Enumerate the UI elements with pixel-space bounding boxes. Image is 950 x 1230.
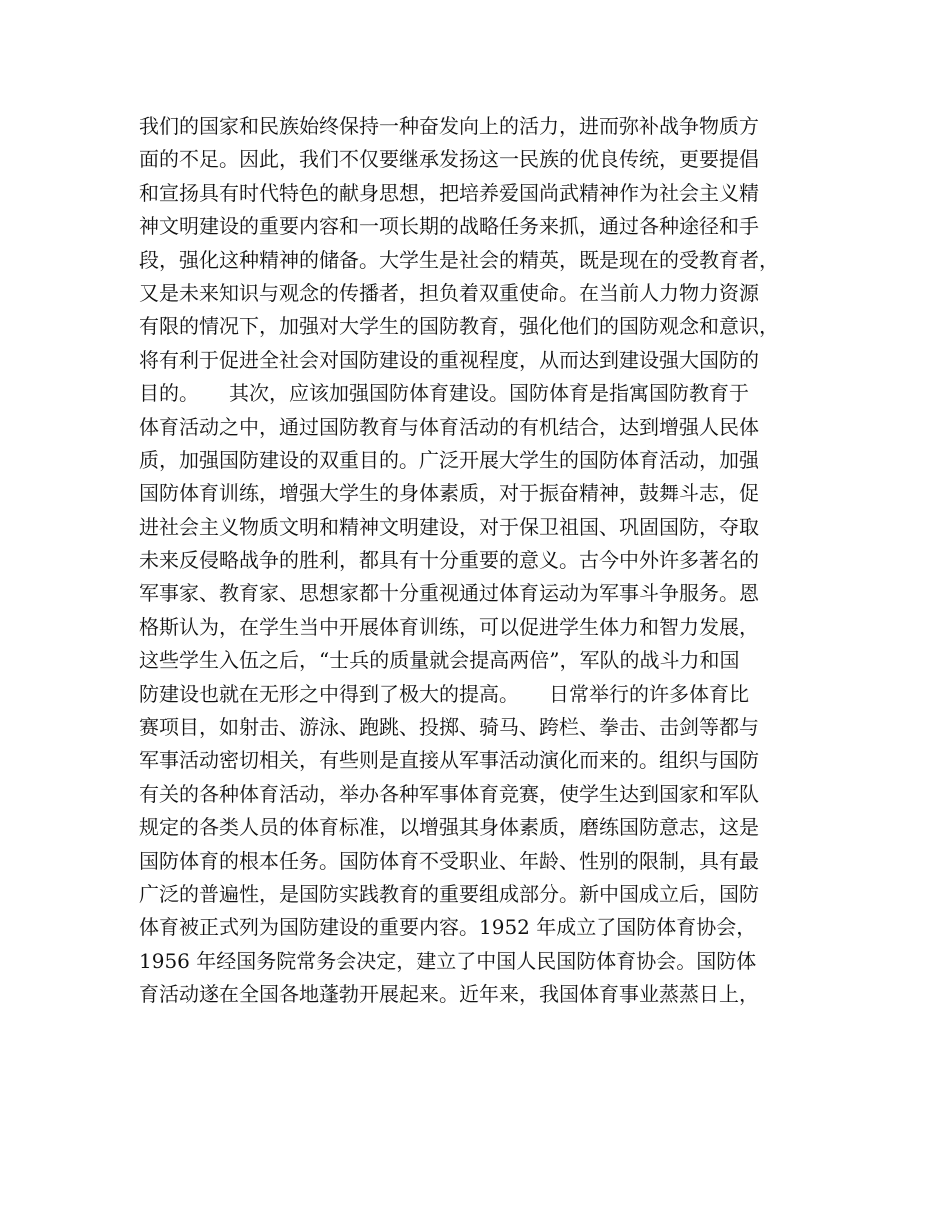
text-line: 有限的情况下，加强对大学生的国防教育，强化他们的国防观念和意识， — [139, 314, 779, 339]
text-line: 质，加强国防建设的双重目的。广泛开展大学生的国防体育活动，加强 — [139, 447, 759, 472]
text-line: 赛项目，如射击、游泳、跑跳、投掷、骑马、跨栏、拳击、击剑等都与 — [139, 715, 759, 740]
text-line: 国防体育训练，增强大学生的身体素质，对于振奋精神，鼓舞斗志，促 — [139, 481, 759, 506]
text-line: 又是未来知识与观念的传播者，担负着双重使命。在当前人力物力资源 — [139, 280, 759, 305]
text-line: 广泛的普遍性，是国防实践教育的重要组成部分。新中国成立后，国防 — [139, 881, 759, 906]
text-line: 进社会主义物质文明和精神文明建设，对于保卫祖国、巩固国防，夺取 — [139, 514, 759, 539]
text-line: 目的。 其次，应该加强国防体育建设。国防体育是指寓国防教育于 — [139, 381, 749, 406]
text-line: 我们的国家和民族始终保持一种奋发向上的活力，进而弥补战争物质方 — [139, 114, 759, 138]
text-line: 段，强化这种精神的储备。大学生是社会的精英，既是现在的受教育者， — [139, 247, 779, 272]
text-line: 体育活动之中，通过国防教育与体育活动的有机结合，达到增强人民体 — [139, 414, 759, 439]
text-line: 和宣扬具有时代特色的献身思想，把培养爱国尚武精神作为社会主义精 — [139, 180, 759, 205]
text-line: 国防体育的根本任务。国防体育不受职业、年龄、性别的限制，具有最 — [139, 848, 759, 873]
text-line: 面的不足。因此，我们不仅要继承发扬这一民族的优良传统，更要提倡 — [139, 147, 759, 172]
text-line: 体育被正式列为国防建设的重要内容。1952 年成立了国防体育协会， — [139, 915, 757, 940]
text-line: 这些学生入伍之后，“士兵的质量就会提高两倍”，军队的战斗力和国 — [139, 648, 740, 673]
text-line: 规定的各类人员的体育标准，以增强其身体素质，磨练国防意志，这是 — [139, 815, 759, 840]
text-line: 未来反侵略战争的胜利，都具有十分重要的意义。古今中外许多著名的 — [139, 548, 759, 573]
text-line: 军事家、教育家、思想家都十分重视通过体育运动为军事斗争服务。恩 — [139, 581, 759, 606]
text-line: 军事活动密切相关，有些则是直接从军事活动演化而来的。组织与国防 — [139, 748, 759, 773]
text-line: 有关的各种体育活动，举办各种军事体育竞赛，使学生达到国家和军队 — [139, 781, 759, 806]
body-paragraph — [139, 110, 819, 1012]
text-line: 神文明建设的重要内容和一项长期的战略任务来抓，通过各种途径和手 — [139, 214, 759, 239]
text-line: 将有利于促进全社会对国防建设的重视程度，从而达到建设强大国防的 — [139, 347, 759, 372]
text-line: 1956 年经国务院常务会决定，建立了中国人民国防体育协会。国防体 — [139, 948, 757, 973]
text-line: 育活动遂在全国各地蓬勃开展起来。近年来，我国体育事业蒸蒸日上， — [139, 982, 759, 1007]
text-line: 格斯认为，在学生当中开展体育训练，可以促进学生体力和智力发展， — [139, 614, 759, 639]
text-line: 防建设也就在无形之中得到了极大的提高。 日常举行的许多体育比 — [139, 681, 749, 706]
